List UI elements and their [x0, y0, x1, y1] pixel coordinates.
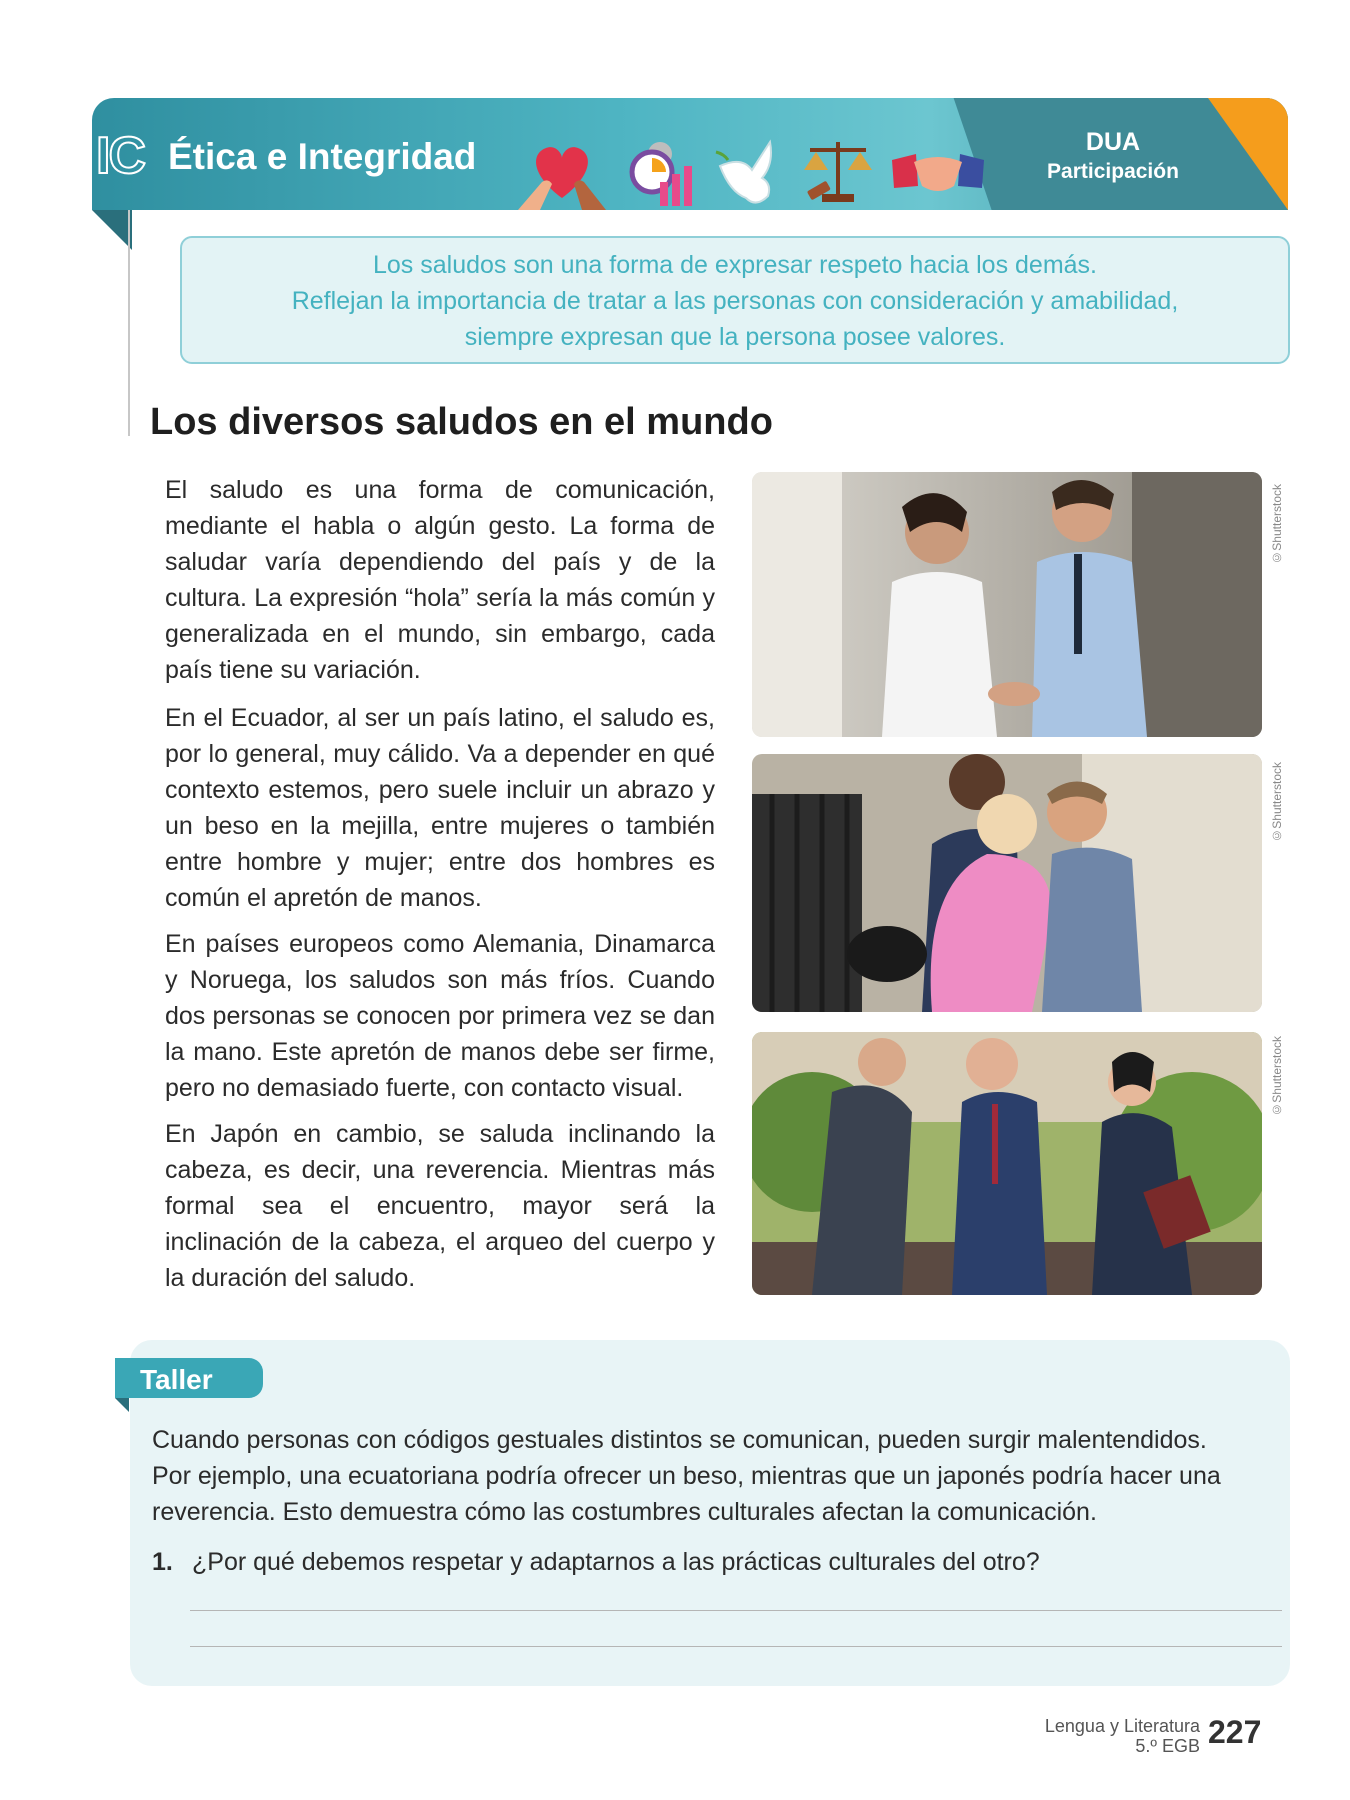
clock-chart-icon	[620, 136, 700, 212]
page-number: 227	[1208, 1714, 1262, 1750]
handshake-icon	[888, 136, 988, 212]
body-paragraph: En el Ecuador, al ser un país latino, el saludo es, por lo general, muy cálido. Va a depender en qué contexto estemos, pero suele incluir un abrazo y un beso en la mejilla, entre mujeres o también entre hombre y mujer; entre dos hombres es común el apretón de manos.	[165, 704, 715, 912]
body-paragraph: En países europeos como Alemania, Dinamarca y Noruega, los saludos son más fríos. Cuando dos personas se conocen por primera vez se dan la mano. Este apretón de manos debe ser firme, pero no demasiado fuerte, con contacto visual.	[165, 930, 715, 1102]
taller-label: Taller	[140, 1364, 213, 1395]
intro-line: siempre expresan que la persona posee valores.	[464, 323, 1006, 351]
taller-text-line: reverencia. Esto demuestra cómo las costumbres culturales afectan la comunicación.	[152, 1498, 1097, 1526]
dua-label: DUA	[1085, 128, 1141, 156]
dua-participacion-label: Participación	[1047, 160, 1179, 183]
taller-text-line: Cuando personas con códigos gestuales distintos se comunican, pueden surgir malentendidos.	[152, 1426, 1207, 1454]
taller-tab-fold	[115, 1398, 129, 1412]
body-paragraph: En Japón en cambio, se saluda inclinando la cabeza, es decir, una reverencia. Mientras más formal sea el encuentro, mayor será la inclinación de la cabeza, el arqueo del cuerpo y la duración del saludo.	[165, 1120, 715, 1292]
question-number: 1.	[152, 1548, 173, 1576]
left-rule	[128, 210, 130, 436]
page-heading: Los diversos saludos en el mundo	[150, 401, 773, 443]
body-paragraph: El saludo es una forma de comunicación, mediante el habla o algún gesto. La forma de saludar varía dependiendo del país y de la cultura. La expresión “hola” sería la más común y generalizada en el mundo, sin embargo, cada país tiene su variación.	[165, 476, 715, 684]
intro-line: Los saludos son una forma de expresar respeto hacia los demás.	[372, 251, 1098, 279]
handshake-photo	[752, 472, 1262, 737]
section-title: Ética e Integridad	[168, 136, 477, 177]
banner-fold	[92, 210, 132, 250]
dove-icon	[712, 136, 788, 212]
ic-logo: IC	[96, 127, 144, 185]
taller-text-line: Por ejemplo, una ecuatoriana podría ofrecer un beso, mientras que un japonés podría hacer una	[152, 1462, 1221, 1490]
photo-credit: ©Shutterstock	[1270, 762, 1284, 843]
photo-credit: ©Shutterstock	[1270, 484, 1284, 565]
footer-grade: 5.º EGB	[1135, 1736, 1200, 1756]
answer-line[interactable]	[190, 1610, 1282, 1611]
heart-hands-icon	[512, 136, 612, 212]
bow-photo	[752, 1032, 1262, 1295]
answer-line[interactable]	[190, 1646, 1282, 1647]
footer-subject: Lengua y Literatura	[1044, 1716, 1200, 1736]
intro-line: Reflejan la importancia de tratar a las personas con consideración y amabilidad,	[291, 287, 1179, 315]
justice-scales-icon	[798, 136, 878, 212]
question-text: ¿Por qué debemos respetar y adaptarnos a las prácticas culturales del otro?	[192, 1548, 1040, 1576]
photo-credit: ©Shutterstock	[1270, 1036, 1284, 1117]
hug-photo	[752, 754, 1262, 1012]
